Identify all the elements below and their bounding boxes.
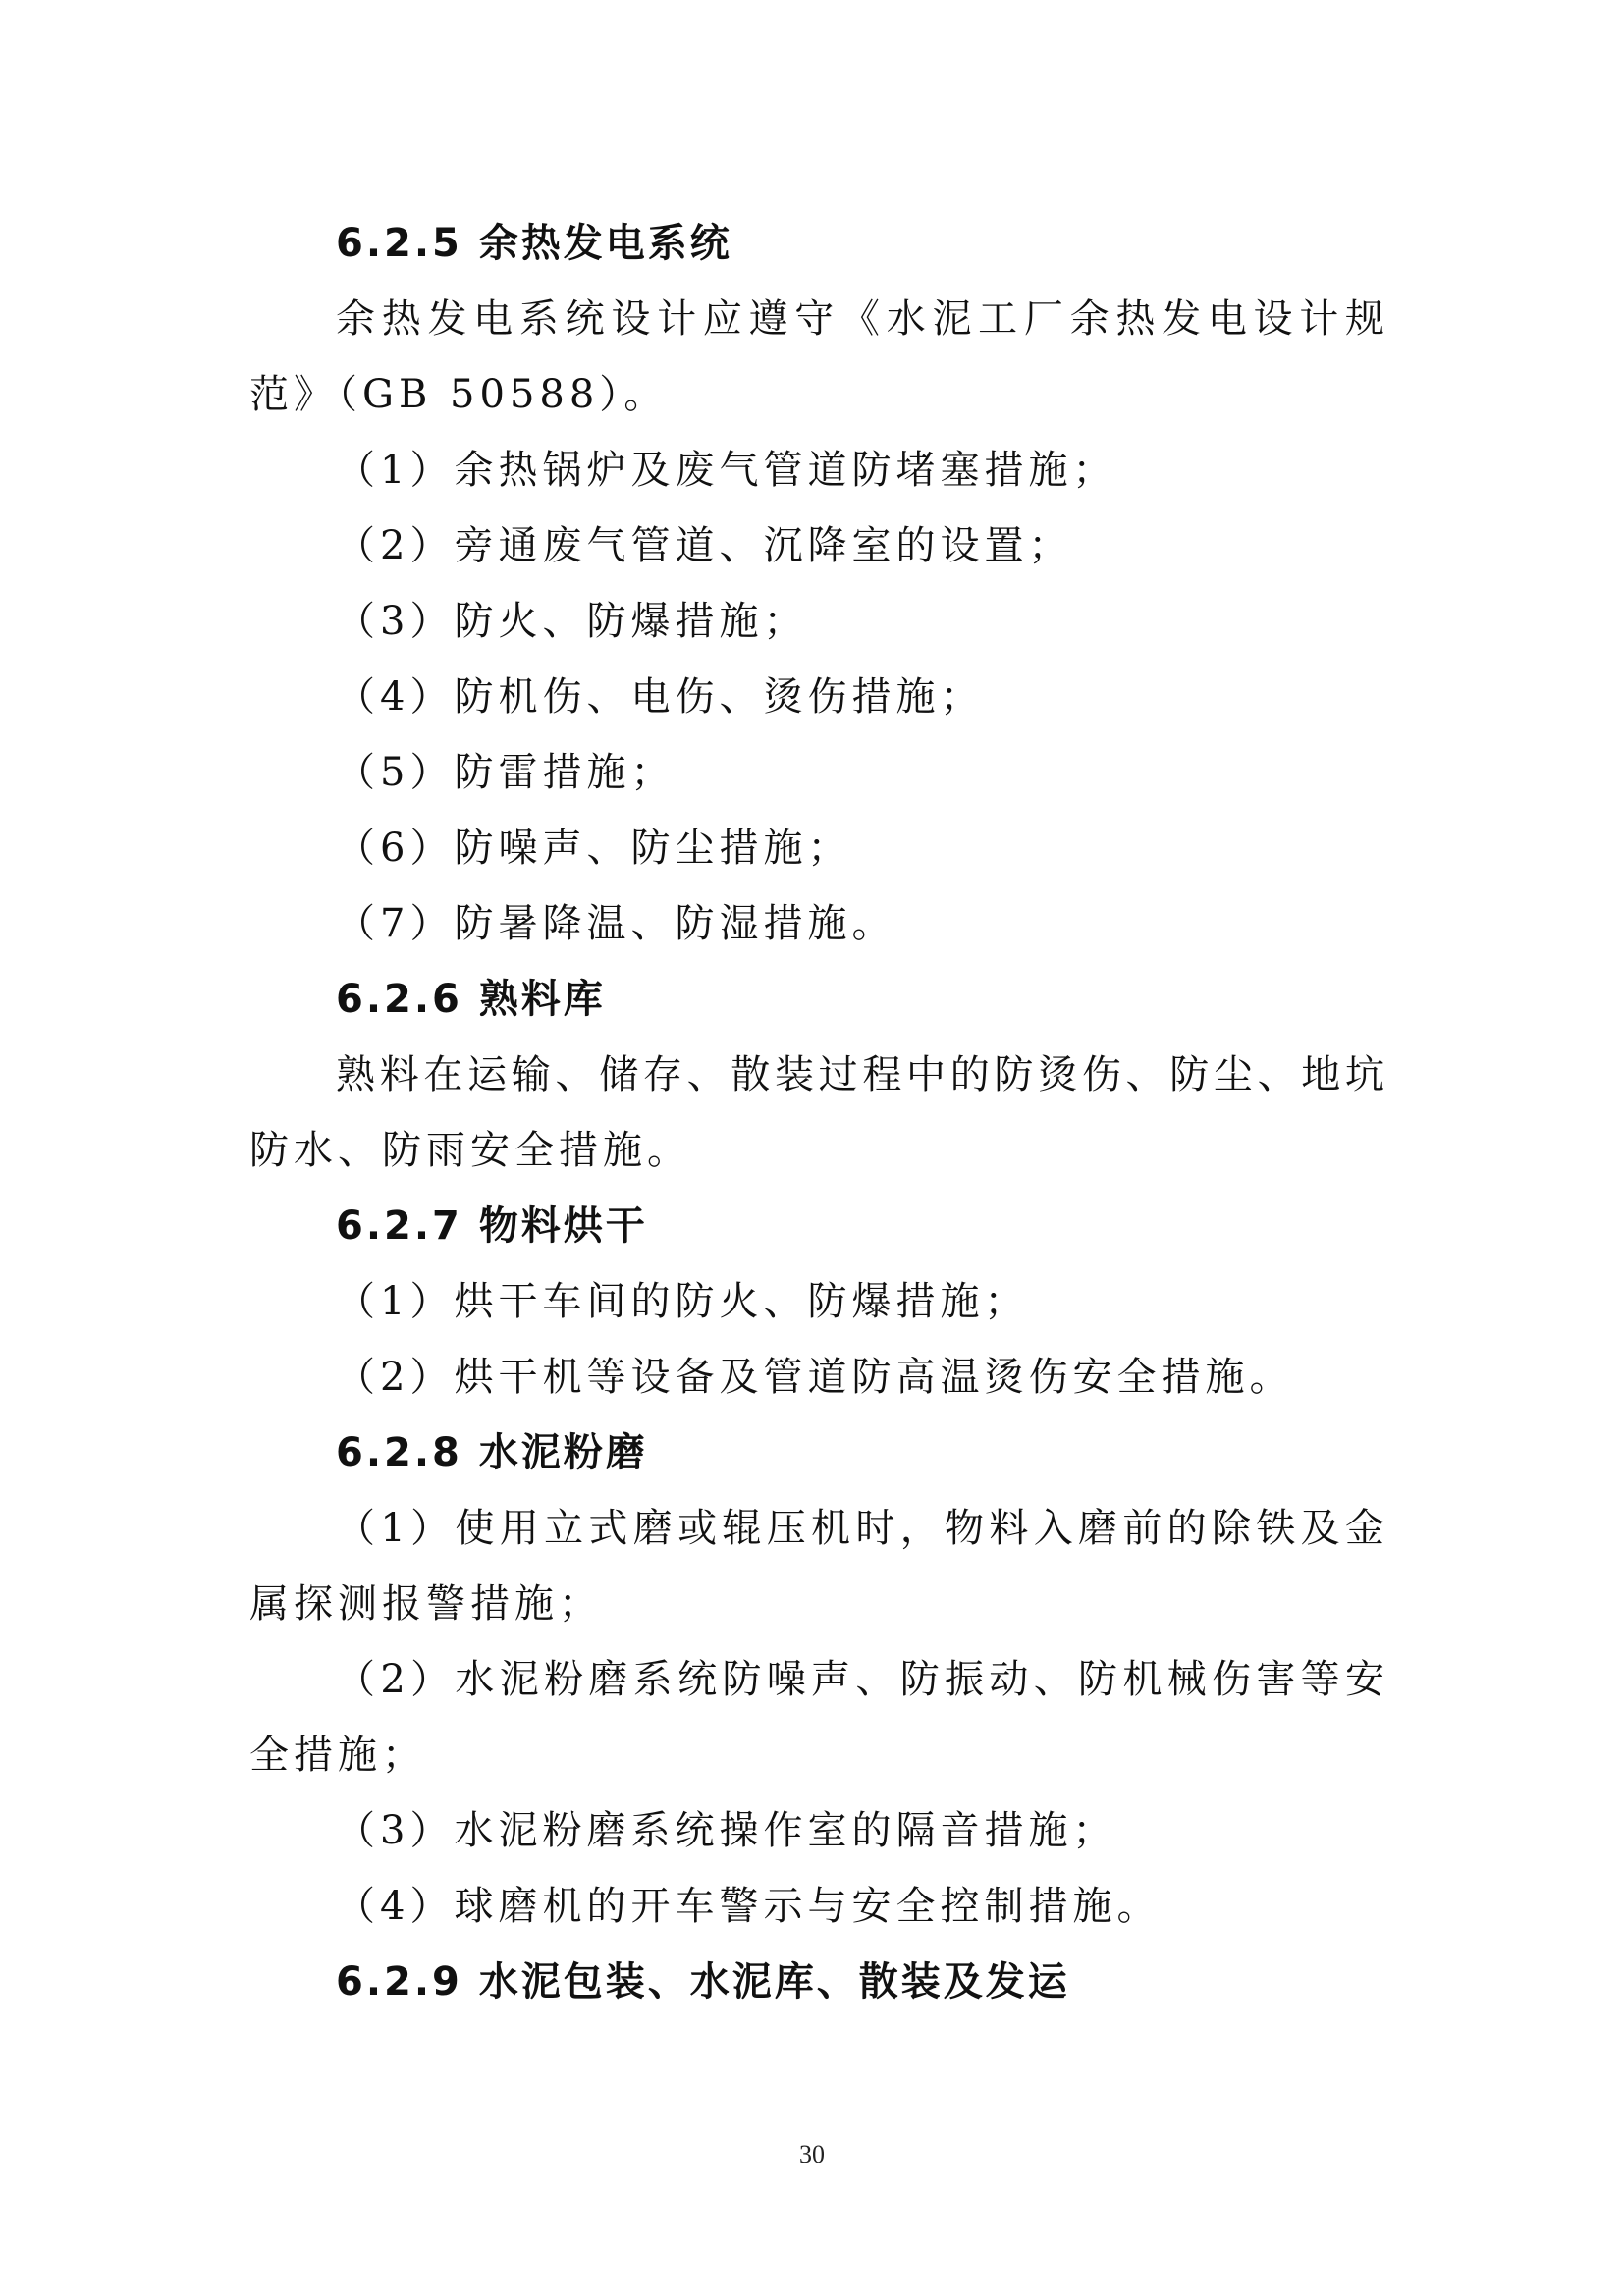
section-heading-6-2-5: 6.2.5 余热发电系统 [336,221,732,266]
list-item: （5）防雷措施； [336,750,676,795]
list-item: （1）余热锅炉及废气管道防堵塞措施； [336,448,1117,493]
list-item: （3）防火、防爆措施； [336,599,808,644]
list-item: （1）使用立式磨或辊压机时，物料入磨前的除铁及金 [336,1506,1388,1551]
paragraph-line: 防水、防雨安全措施。 [249,1128,691,1173]
list-item: （4）防机伤、电伤、烫伤措施； [336,674,985,720]
list-item: （7）防暑降温、防湿措施。 [336,901,896,946]
list-item-continuation: 全措施； [249,1733,426,1778]
list-item: （1）烘干车间的防火、防爆措施； [336,1279,1029,1324]
section-heading-6-2-9: 6.2.9 水泥包装、水泥库、散装及发运 [336,1959,1070,2004]
list-item: （4）球磨机的开车警示与安全控制措施。 [336,1884,1162,1929]
paragraph-line: 熟料在运输、储存、散装过程中的防烫伤、防尘、地坑 [336,1052,1388,1097]
list-item: （2）旁通废气管道、沉降室的设置； [336,523,1073,568]
page-number: 30 [799,2140,825,2168]
section-heading-6-2-6: 6.2.6 熟料库 [336,977,606,1022]
list-item-continuation: 属探测报警措施； [249,1581,603,1627]
paragraph-line: 余热发电系统设计应遵守《水泥工厂余热发电设计规 [336,296,1388,342]
section-heading-6-2-7: 6.2.7 物料烘干 [336,1203,648,1249]
list-item: （6）防噪声、防尘措施； [336,826,852,871]
list-item: （3）水泥粉磨系统操作室的隔音措施； [336,1808,1117,1853]
paragraph-line: 范》（GB 50588）。 [249,372,669,417]
list-item: （2）烘干机等设备及管道防高温烫伤安全措施。 [336,1355,1294,1400]
section-heading-6-2-8: 6.2.8 水泥粉磨 [336,1430,648,1475]
list-item: （2）水泥粉磨系统防噪声、防振动、防机械伤害等安 [336,1657,1388,1702]
